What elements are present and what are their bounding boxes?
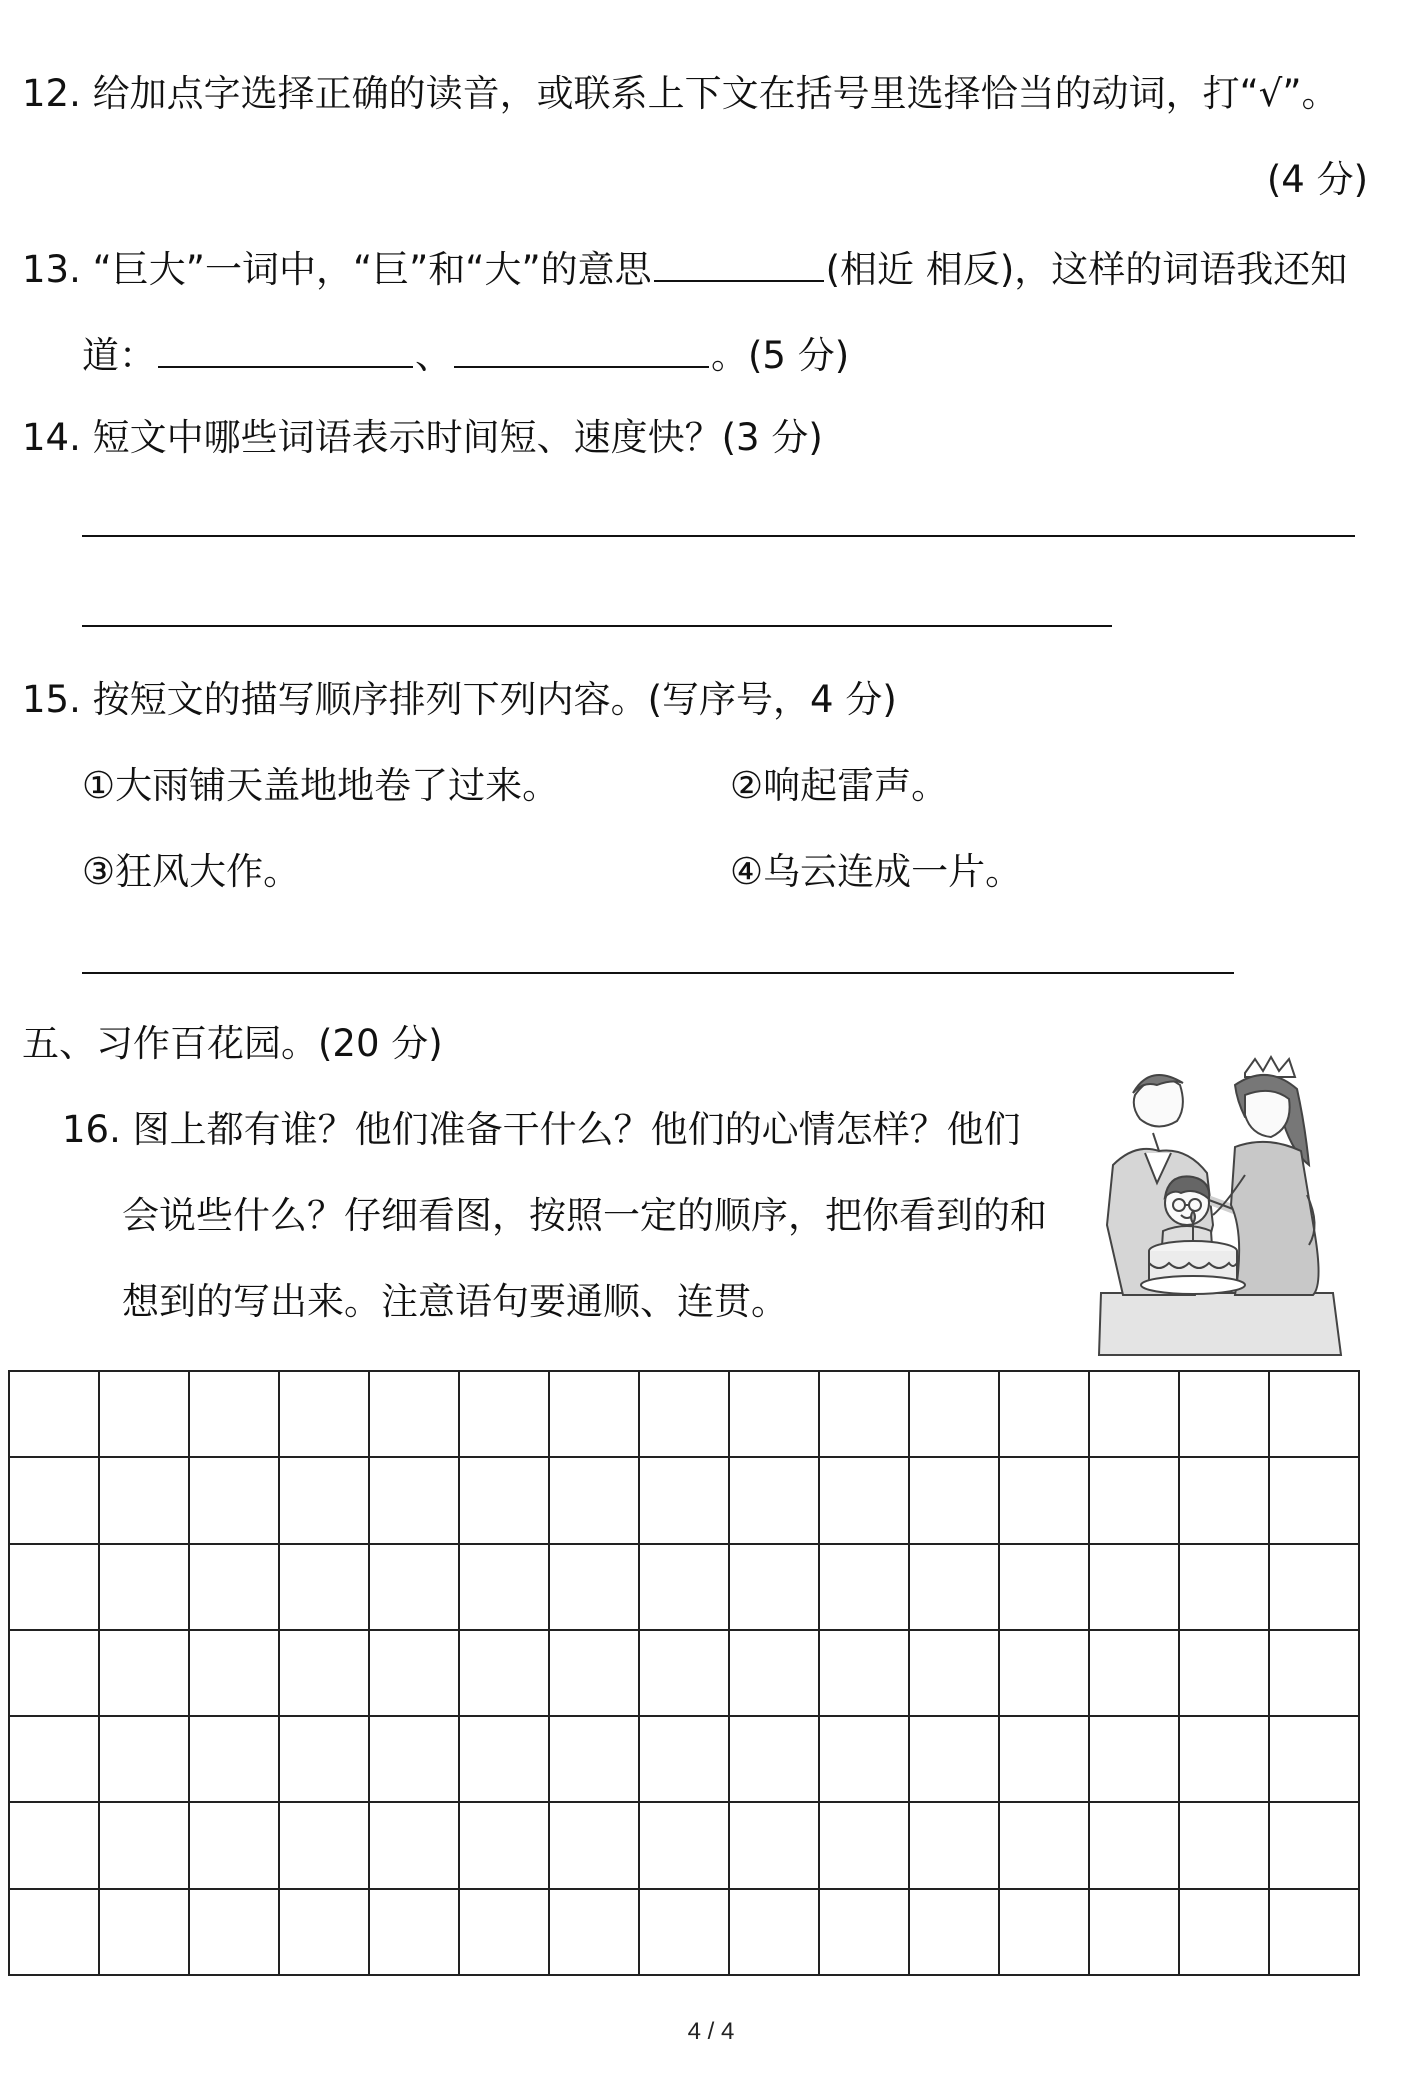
page-number: 4 / 4 (687, 2018, 735, 2045)
writing-grid-cell[interactable] (9, 1630, 99, 1716)
q14-answer-line-2[interactable] (82, 625, 1112, 627)
writing-grid-cell[interactable] (99, 1371, 189, 1457)
writing-grid-cell[interactable] (819, 1889, 909, 1975)
writing-grid-cell[interactable] (909, 1802, 999, 1888)
writing-grid-cell[interactable] (1089, 1802, 1179, 1888)
writing-grid-cell[interactable] (549, 1716, 639, 1802)
writing-grid-cell[interactable] (189, 1371, 279, 1457)
q13-end: 。(5 分) (711, 334, 850, 377)
writing-grid-cell[interactable] (99, 1544, 189, 1630)
writing-grid-cell[interactable] (1179, 1371, 1269, 1457)
q12-score: (4 分) (1266, 158, 1368, 201)
writing-grid-row (9, 1544, 1359, 1630)
writing-grid-cell[interactable] (189, 1457, 279, 1543)
writing-grid-cell[interactable] (279, 1544, 369, 1630)
writing-grid-cell[interactable] (549, 1457, 639, 1543)
writing-grid-row (9, 1457, 1359, 1543)
writing-grid-cell[interactable] (909, 1889, 999, 1975)
writing-grid-cell[interactable] (999, 1802, 1089, 1888)
writing-grid-cell[interactable] (459, 1630, 549, 1716)
writing-grid-cell[interactable] (1269, 1371, 1359, 1457)
q13-blank-word2[interactable] (454, 326, 709, 368)
q15-answer-line[interactable] (82, 972, 1234, 974)
writing-grid-cell[interactable] (459, 1802, 549, 1888)
q13-line1 (22, 240, 1347, 296)
q13-part1: 13. “巨大”一词中，“巨”和“大”的意思 (22, 248, 652, 291)
writing-grid-cell[interactable] (999, 1371, 1089, 1457)
writing-grid-cell[interactable] (909, 1457, 999, 1543)
writing-grid-cell[interactable] (1089, 1544, 1179, 1630)
writing-grid-cell[interactable] (459, 1457, 549, 1543)
writing-grid-cell[interactable] (1269, 1630, 1359, 1716)
q16-line3: 想到的写出来。注意语句要通顺、连贯。 (122, 1280, 788, 1323)
writing-grid[interactable] (8, 1370, 1360, 1976)
writing-grid-cell[interactable] (729, 1630, 819, 1716)
writing-grid-cell[interactable] (729, 1889, 819, 1975)
writing-grid-cell[interactable] (1089, 1630, 1179, 1716)
q16-line2: 会说些什么？仔细看图，按照一定的顺序，把你看到的和 (122, 1194, 1047, 1237)
q13-line2-prefix: 道： (82, 334, 156, 377)
q13-part2: (相近 相反)，这样的词语我还知 (825, 248, 1348, 291)
writing-grid-cell[interactable] (99, 1716, 189, 1802)
writing-grid-cell[interactable] (549, 1802, 639, 1888)
writing-grid-cell[interactable] (279, 1802, 369, 1888)
writing-grid-cell[interactable] (819, 1802, 909, 1888)
writing-grid-cell[interactable] (1089, 1889, 1179, 1975)
writing-grid-cell[interactable] (189, 1716, 279, 1802)
writing-grid-cell[interactable] (639, 1457, 729, 1543)
q16-line1: 16. 图上都有谁？他们准备干什么？他们的心情怎样？他们 (62, 1108, 1021, 1151)
writing-grid-cell[interactable] (549, 1371, 639, 1457)
writing-grid-cell[interactable] (189, 1889, 279, 1975)
writing-grid-cell[interactable] (1269, 1544, 1359, 1630)
writing-grid-cell[interactable] (9, 1371, 99, 1457)
writing-grid-cell[interactable] (1089, 1371, 1179, 1457)
writing-grid-cell[interactable] (9, 1716, 99, 1802)
writing-grid-cell[interactable] (909, 1716, 999, 1802)
writing-grid-cell[interactable] (639, 1371, 729, 1457)
writing-grid-cell[interactable] (1179, 1889, 1269, 1975)
writing-grid-cell[interactable] (99, 1457, 189, 1543)
writing-grid-cell[interactable] (819, 1544, 909, 1630)
writing-grid-cell[interactable] (459, 1371, 549, 1457)
q14-answer-line-1[interactable] (82, 535, 1355, 537)
writing-grid-cell[interactable] (1269, 1802, 1359, 1888)
writing-grid-cell[interactable] (549, 1544, 639, 1630)
writing-grid-cell[interactable] (729, 1716, 819, 1802)
writing-grid-cell[interactable] (9, 1889, 99, 1975)
writing-grid-cell[interactable] (909, 1630, 999, 1716)
writing-grid-cell[interactable] (189, 1802, 279, 1888)
q15-option-1: ①大雨铺天盖地地卷了过来。 (82, 764, 560, 807)
writing-grid-cell[interactable] (729, 1544, 819, 1630)
writing-grid-cell[interactable] (639, 1544, 729, 1630)
section5-title: 五、习作百花园。(20 分) (22, 1022, 443, 1065)
q15-option-3: ③狂风大作。 (82, 850, 301, 893)
writing-grid-cell[interactable] (729, 1371, 819, 1457)
writing-grid-cell[interactable] (279, 1457, 369, 1543)
writing-grid-row (9, 1889, 1359, 1975)
q15-option-4: ④乌云连成一片。 (730, 850, 1023, 893)
writing-grid-cell[interactable] (1179, 1457, 1269, 1543)
writing-grid-cell[interactable] (1089, 1716, 1179, 1802)
writing-grid-cell[interactable] (639, 1802, 729, 1888)
writing-grid-cell[interactable] (369, 1544, 459, 1630)
writing-grid-cell[interactable] (819, 1630, 909, 1716)
writing-grid-cell[interactable] (369, 1457, 459, 1543)
q13-blank-word1[interactable] (158, 326, 413, 368)
writing-grid-cell[interactable] (1179, 1544, 1269, 1630)
writing-grid-cell[interactable] (369, 1802, 459, 1888)
writing-grid-cell[interactable] (189, 1630, 279, 1716)
writing-grid-cell[interactable] (99, 1630, 189, 1716)
writing-grid-cell[interactable] (1269, 1716, 1359, 1802)
writing-grid-cell[interactable] (279, 1630, 369, 1716)
writing-grid-cell[interactable] (999, 1630, 1089, 1716)
q13-blank-meaning[interactable] (654, 240, 824, 282)
writing-grid-cell[interactable] (549, 1889, 639, 1975)
writing-grid-cell[interactable] (999, 1716, 1089, 1802)
writing-grid-cell[interactable] (909, 1371, 999, 1457)
writing-grid-cell[interactable] (1089, 1457, 1179, 1543)
q15-text: 15. 按短文的描写顺序排列下列内容。(写序号，4 分) (22, 678, 897, 721)
writing-grid-cell[interactable] (1179, 1630, 1269, 1716)
writing-grid-row (9, 1716, 1359, 1802)
writing-grid-cell[interactable] (279, 1889, 369, 1975)
writing-grid-row (9, 1371, 1359, 1457)
writing-grid-row (9, 1802, 1359, 1888)
writing-grid-cell[interactable] (369, 1371, 459, 1457)
writing-grid-cell[interactable] (819, 1457, 909, 1543)
q13-line2 (82, 326, 849, 382)
writing-grid-cell[interactable] (279, 1716, 369, 1802)
writing-grid-cell[interactable] (459, 1889, 549, 1975)
writing-grid-cell[interactable] (369, 1630, 459, 1716)
writing-grid-cell[interactable] (729, 1457, 819, 1543)
writing-grid-cell[interactable] (99, 1889, 189, 1975)
writing-grid-cell[interactable] (1179, 1802, 1269, 1888)
writing-grid-cell[interactable] (369, 1716, 459, 1802)
writing-grid-cell[interactable] (639, 1630, 729, 1716)
writing-grid-cell[interactable] (1179, 1716, 1269, 1802)
writing-grid-cell[interactable] (99, 1802, 189, 1888)
writing-grid-cell[interactable] (189, 1544, 279, 1630)
writing-grid-cell[interactable] (819, 1371, 909, 1457)
writing-grid-row (9, 1630, 1359, 1716)
writing-grid-cell[interactable] (459, 1716, 549, 1802)
writing-grid-cell[interactable] (9, 1544, 99, 1630)
writing-grid-cell[interactable] (9, 1457, 99, 1543)
writing-grid-cell[interactable] (1269, 1889, 1359, 1975)
writing-grid-cell[interactable] (999, 1457, 1089, 1543)
writing-grid-cell[interactable] (999, 1544, 1089, 1630)
writing-grid-cell[interactable] (729, 1802, 819, 1888)
writing-grid-cell[interactable] (1269, 1457, 1359, 1543)
writing-grid-cell[interactable] (549, 1630, 639, 1716)
q14-text: 14. 短文中哪些词语表示时间短、速度快？(3 分) (22, 416, 823, 459)
writing-grid-cell[interactable] (369, 1889, 459, 1975)
q15-option-2: ②响起雷声。 (730, 764, 949, 807)
writing-grid-cell[interactable] (639, 1889, 729, 1975)
writing-grid-cell[interactable] (279, 1371, 369, 1457)
writing-grid-cell[interactable] (999, 1889, 1089, 1975)
birthday-family-illustration (1095, 1055, 1345, 1370)
writing-grid-cell[interactable] (459, 1544, 549, 1630)
writing-grid-cell[interactable] (819, 1716, 909, 1802)
q13-sep: 、 (415, 334, 452, 377)
writing-grid-cell[interactable] (909, 1544, 999, 1630)
q12-text: 12. 给加点字选择正确的读音，或联系上下文在括号里选择恰当的动词，打“√”。 (22, 72, 1339, 115)
writing-grid-cell[interactable] (639, 1716, 729, 1802)
writing-grid-cell[interactable] (9, 1802, 99, 1888)
